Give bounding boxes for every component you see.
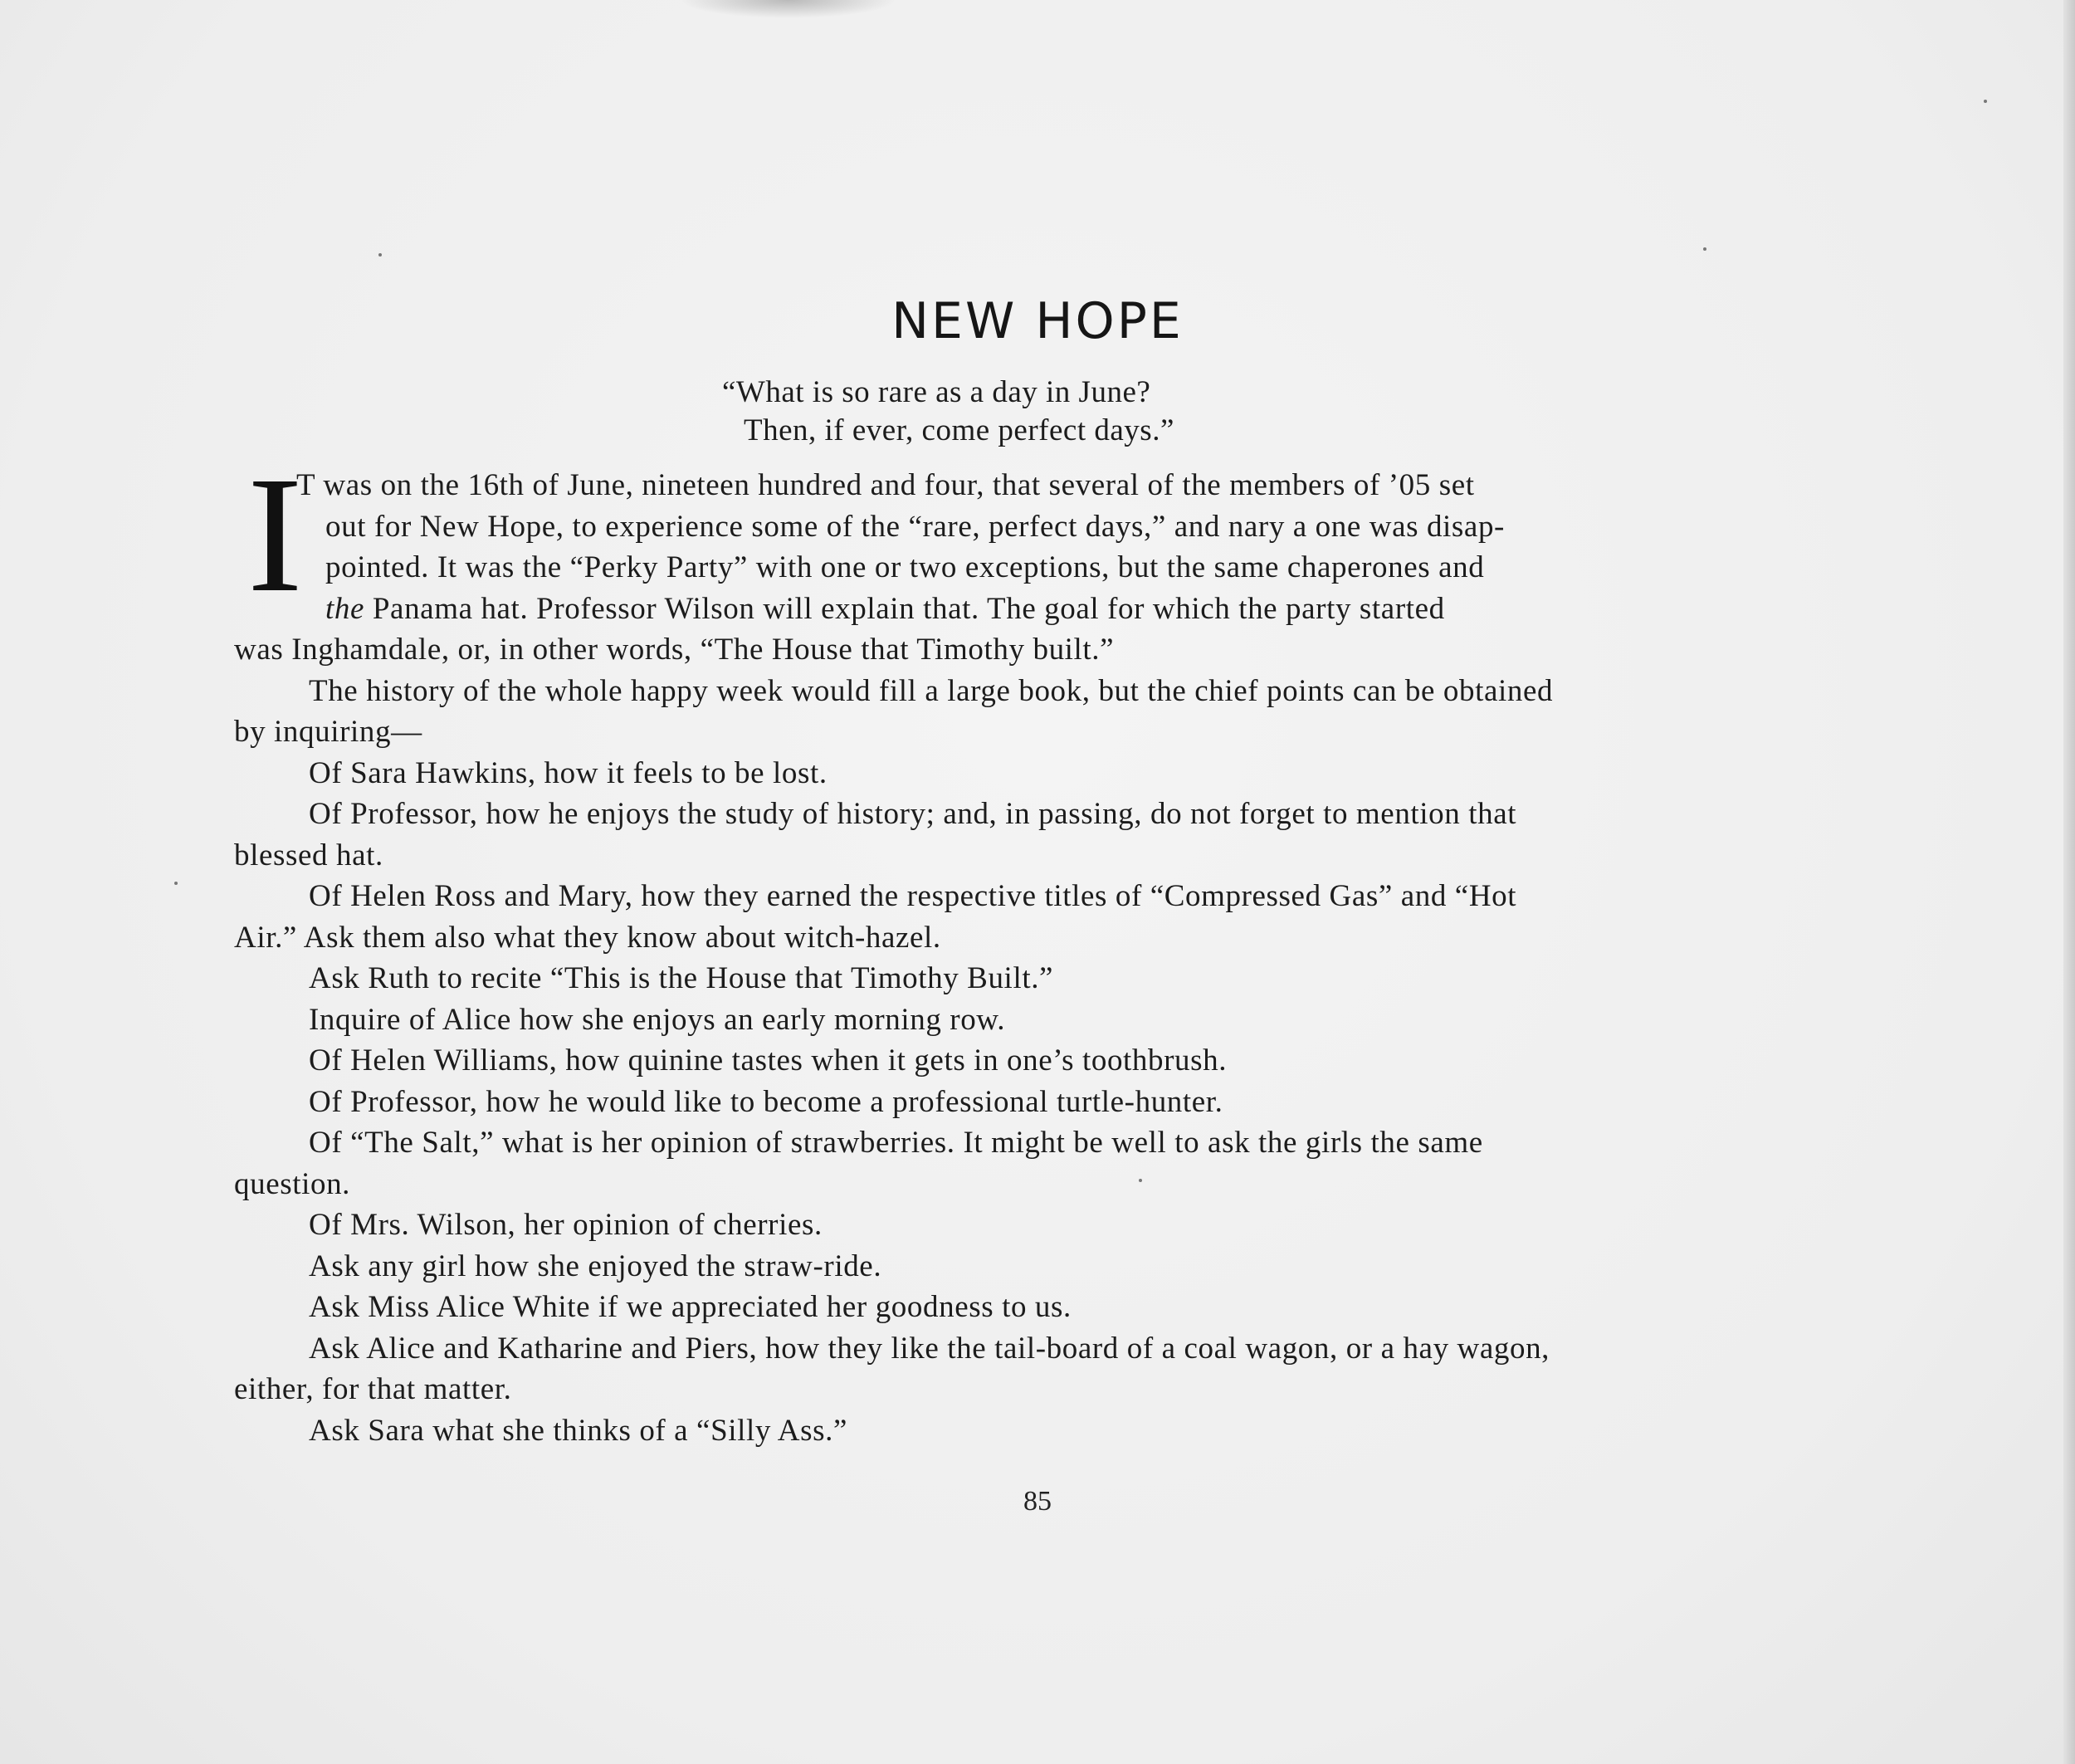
text-line (234, 589, 1736, 630)
text-line: Ask Ruth to recite “This is the House that Timothy Built.” (309, 961, 1054, 995)
text-line: was Inghamdale, or, in other words, “The House that Timothy built.” (234, 633, 1115, 667)
italic-word: the (325, 591, 365, 626)
text-line: out for New Hope, to experience some of the “rare, perfect days,” and nary a one was disap- (325, 509, 1505, 544)
text-line: Ask Alice and Katharine and Piers, how they like the tail-board of a coal wagon, or a hay wagon, (309, 1331, 1550, 1366)
epigraph-line: “What is so rare as a day in June? (722, 375, 1151, 409)
text-line: by inquiring— (234, 715, 422, 749)
drop-cap: I (247, 443, 304, 627)
page-number: 85 (1023, 1486, 1052, 1517)
paper-speck (378, 253, 382, 257)
binding-shadow (681, 0, 896, 18)
text-line: Of Sara Hawkins, how it feels to be lost. (309, 755, 828, 790)
text-line: Inquire of Alice how she enjoys an early morning row. (309, 1002, 1006, 1037)
text-line: blessed hat. (234, 838, 383, 872)
text-line: Ask any girl how she enjoyed the straw-ride. (309, 1248, 882, 1283)
text-line: question. (234, 1166, 351, 1201)
text-line: Of Professor, how he enjoys the study of history; and, in passing, do not forget to mention that (309, 797, 1517, 831)
text-line: The history of the whole happy week would fill a large book, but the chief points can be obtained (309, 673, 1554, 708)
paper-speck (1984, 100, 1987, 103)
text-line: Air.” Ask them also what they know about witch-hazel. (234, 920, 941, 955)
epigraph-line: Then, if ever, come perfect days.” (744, 413, 1174, 447)
text-line: pointed. It was the “Perky Party” with one or two exceptions, but the same chaperones and (325, 550, 1485, 584)
text-line: Of “The Salt,” what is her opinion of strawberries. It might be well to ask the girls the same (309, 1126, 1483, 1160)
text-line: Of Professor, how he would like to become a professional turtle-hunter. (309, 1084, 1223, 1119)
paper-speck (174, 882, 178, 885)
article-body (234, 443, 1736, 1451)
text-line: Ask Sara what she thinks of a “Silly Ass.” (309, 1413, 847, 1448)
epigraph (722, 374, 1469, 450)
text-line: T was on the 16th of June, nineteen hundred and four, that several of the members of ’05 set (296, 468, 1475, 502)
paper-speck (1703, 247, 1706, 251)
text-line: either, for that matter. (234, 1372, 512, 1406)
text-line: Ask Miss Alice White if we appreciated her goodness to us. (309, 1290, 1072, 1324)
text-line: Of Helen Ross and Mary, how they earned the respective titles of “Compressed Gas” and “Hot (309, 879, 1517, 913)
page-title: NEW HOPE (891, 292, 1184, 350)
text-fragment: Panama hat. Professor Wilson will explain that. The goal for which the party started (364, 591, 1445, 626)
text-line: Of Helen Williams, how quinine tastes when it gets in one’s toothbrush. (309, 1043, 1228, 1077)
text-line: Of Mrs. Wilson, her opinion of cherries. (309, 1208, 823, 1242)
